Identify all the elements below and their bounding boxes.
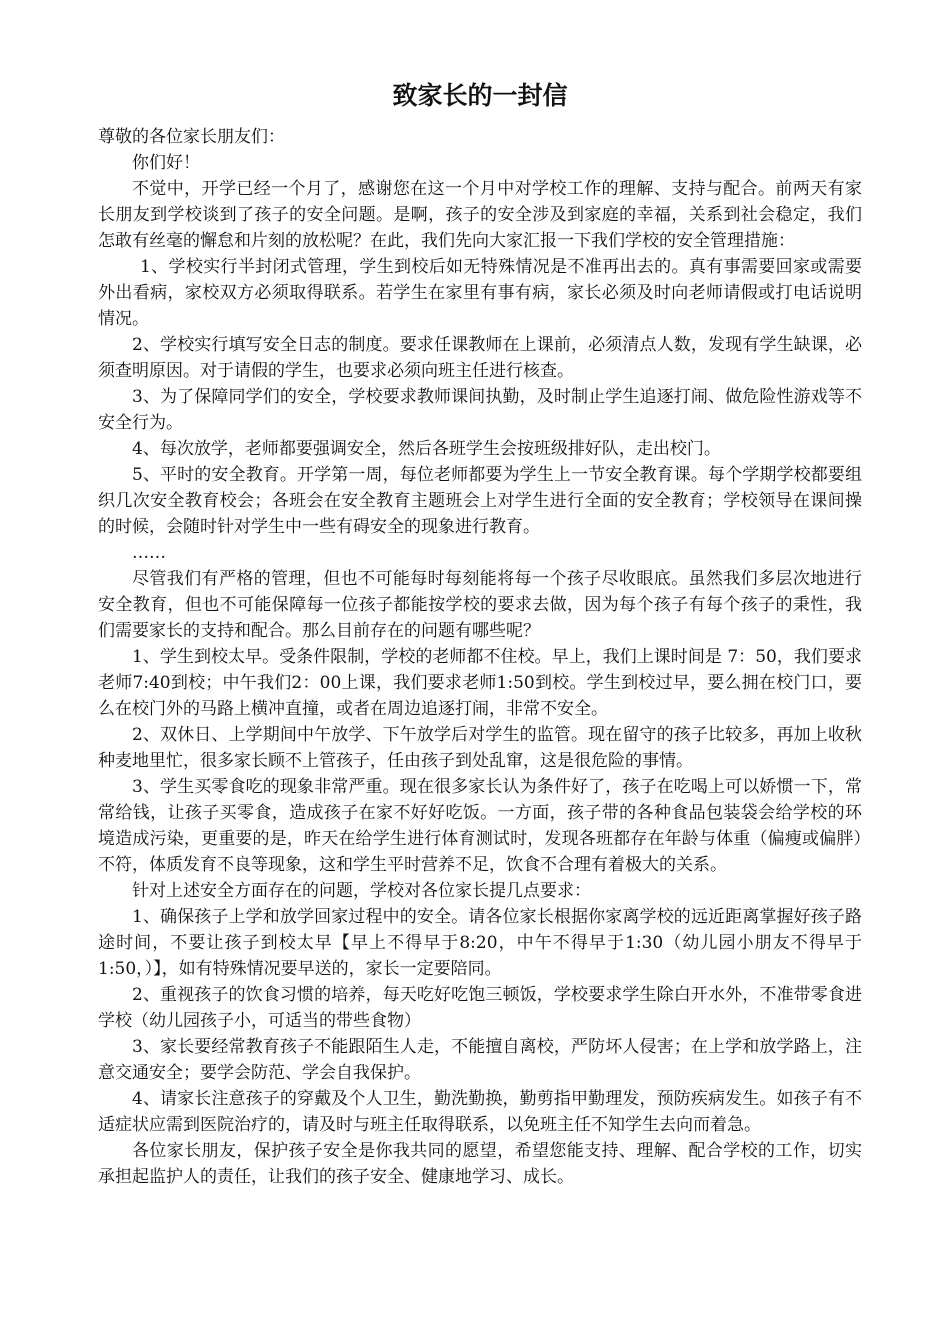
measure-item: 3、为了保障同学们的安全，学校要求教师课间执勤，及时制止学生追逐打闹、做危险性游戏等不安全行为。 (98, 387, 862, 433)
closing-paragraph: 各位家长朋友，保护孩子安全是你我共同的愿望，希望您能支持、理解、配合学校的工作，切实承担起监护人的责任，让我们的孩子安全、健康地学习、成长。 (98, 1141, 862, 1187)
salutation: 尊敬的各位家长朋友们： (98, 127, 285, 147)
problem-item: 2、双休日、上学期间中午放学、下午放学后对学生的监管。现在留守的孩子比较多，再加上收秋种麦地里忙，很多家长顾不上管孩子，任由孩子到处乱窜，这是很危险的事情。 (98, 725, 862, 771)
letter-title: 致家长的一封信 (392, 81, 568, 110)
intro-paragraph: 不觉中，开学已经一个月了，感谢您在这一个月中对学校工作的理解、支持与配合。前两天有家长朋友到学校谈到了孩子的安全问题。是啊，孩子的安全涉及到家庭的幸福，关系到社会稳定，我们怎敢有丝毫的懈怠和片刻的放松呢？在此，我们先向大家汇报一下我们学校的安全管理措施： (98, 179, 862, 251)
request-item: 4、请家长注意孩子的穿戴及个人卫生，勤洗勤换，勤剪指甲勤理发，预防疾病发生。如孩子有不适症状应需到医院治疗的，请及时与班主任取得联系，以免班主任不知学生去向而着急。 (98, 1089, 862, 1135)
ellipsis: …… (132, 543, 166, 563)
request-item: 1、确保孩子上学和放学回家过程中的安全。请各位家长根据你家离学校的远近距离掌握好孩子路途时间，不要让孩子到校太早【早上不得早于8:20，中午不得早于1:30（幼儿园小朋友不得早于1:50，）】，如有特殊情况要早送的，家长一定要陪同。 (98, 907, 862, 979)
problems-intro: 尽管我们有严格的管理，但也不可能每时每刻能将每一个孩子尽收眼底。虽然我们多层次地进行安全教育，但也不可能保障每一位孩子都能按学校的要求去做，因为每个孩子有每个孩子的秉性，我们需要家长的支持和配合。那么目前存在的问题有哪些呢？ (98, 569, 862, 641)
requests-intro: 针对上述安全方面存在的问题，学校对各位家长提几点要求： (132, 881, 591, 901)
problem-item: 1、学生到校太早。受条件限制，学校的老师都不住校。早上，我们上课时间是 7：50，我们要求老师7:40到校；中午我们2：00上课，我们要求老师1:50到校。学生到校过早，要么拥在校门口，要么在校门外的马路上横冲直撞，或者在周边追逐打闹，非常不安全。 (98, 647, 862, 719)
measure-item: 2、学校实行填写安全日志的制度。要求任课教师在上课前，必须清点人数，发现有学生缺课，必须查明原因。对于请假的学生，也要求必须向班主任进行核查。 (98, 335, 862, 381)
measure-item: 1、学校实行半封闭式管理，学生到校后如无特殊情况是不准再出去的。真有事需要回家或需要外出看病，家校双方必须取得联系。若学生在家里有事有病，家长必须及时向老师请假或打电话说明情况。 (98, 257, 862, 329)
greeting: 你们好！ (132, 153, 200, 173)
problem-item: 3、学生买零食吃的现象非常严重。现在很多家长认为条件好了，孩子在吃喝上可以娇惯一下，常常给钱，让孩子买零食，造成孩子在家不好好吃饭。一方面，孩子带的各种食品包装袋会给学校的环境造成污染，更重要的是，昨天在给学生进行体育测试时，发现各班都存在年龄与体重（偏瘦或偏胖）不符，体质发育不良等现象，这和学生平时营养不足，饮食不合理有着极大的关系。 (98, 777, 862, 875)
request-item: 3、家长要经常教育孩子不能跟陌生人走，不能擅自离校，严防坏人侵害；在上学和放学路上，注意交通安全；要学会防范、学会自我保护。 (98, 1037, 862, 1083)
measure-item: 5、平时的安全教育。开学第一周，每位老师都要为学生上一节安全教育课。每个学期学校都要组织几次安全教育校会；各班会在安全教育主题班会上对学生进行全面的安全教育；学校领导在课间操的时候，会随时针对学生中一些有碍安全的现象进行教育。 (98, 465, 862, 537)
request-item: 2、重视孩子的饮食习惯的培养，每天吃好吃饱三顿饭，学校要求学生除白开水外，不准带零食进学校（幼儿园孩子小，可适当的带些食物） (98, 985, 862, 1031)
measure-item: 4、每次放学，老师都要强调安全，然后各班学生会按班级排好队，走出校门。 (132, 439, 721, 459)
